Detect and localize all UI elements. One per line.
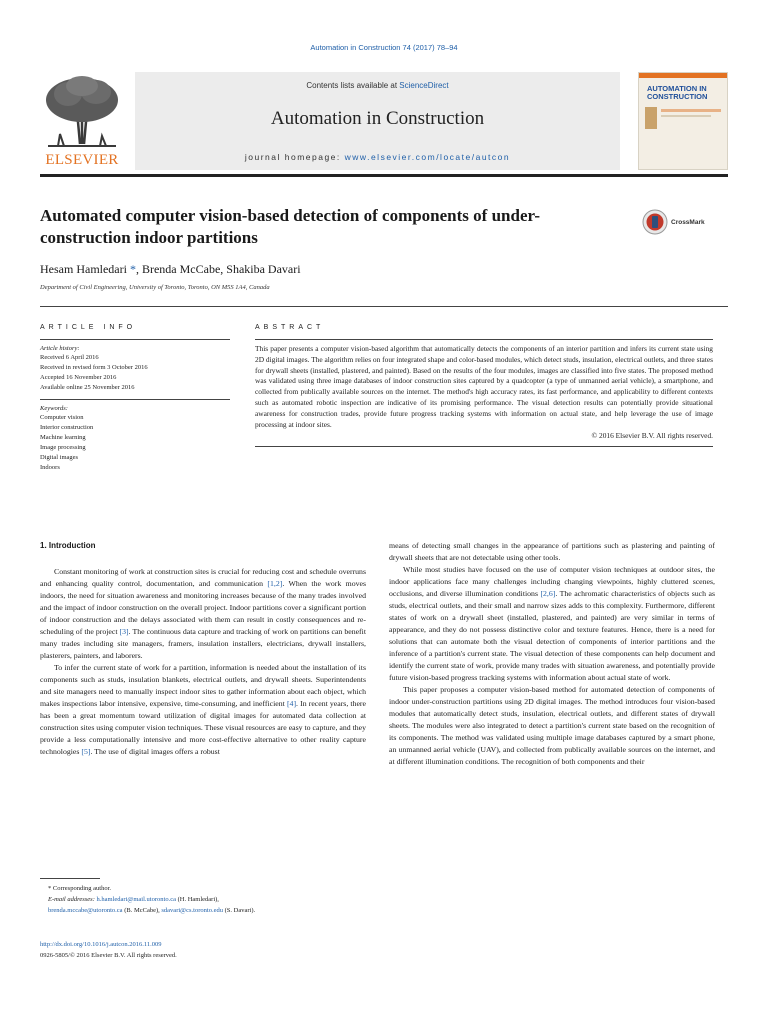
body-column-right — [389, 540, 715, 768]
paragraph-text: . The achromatic characteristics of objects such as studs, electrical outlets, and their small and narrow sizes adds to this complexity. Furthermore, different states of work on a drywall sheet (installed, plastered, and painted) are very similar in terms of appearance, and they do not possess distinctive color and texture features. Hence, there is a need for solutions that can automate both the visual detection of components of interior partitions and the inference of a partition's current state. The visual detection of these components can help document and identify the current state of work, provide many trades with situation awareness, and potentially provide future vision-based progress tracking systems with information about actual state of work. — [389, 589, 715, 682]
email-owner: (B. McCabe), — [122, 907, 162, 914]
abstract-divider — [255, 339, 713, 340]
corresponding-author-note — [40, 883, 360, 894]
journal-masthead — [40, 72, 728, 177]
doi-link[interactable]: http://dx.doi.org/10.1016/j.autcon.2016.11.009 — [40, 941, 162, 948]
contents-prefix: Contents lists available at — [306, 81, 400, 90]
body-paragraph: This paper proposes a computer vision-based method for automated detection of components of indoor under-construction partitions using 2D digital images. The method introduces four vision-based modules that automatically detect studs, insulation, electrical outlets, and different states of drywall sheets. The modules were also integrated to detect a partition's current state based on the recognition of its components. The method was validated using multiple image databases captured by a smart phone, an unmanned aerial vehicle (UAV), and collected from publically available sources on the internet, and at different illumination conditions. The recognition of both components and their — [389, 685, 715, 766]
article-info — [40, 324, 230, 473]
keywords-heading: Keywords: — [40, 405, 68, 412]
email-label: E-mail addresses: — [48, 896, 97, 903]
history-item: Received in revised form 3 October 2016 — [40, 364, 148, 371]
body-column-left — [40, 540, 366, 758]
author-list — [40, 262, 301, 277]
history-item: Received 6 April 2016 — [40, 354, 99, 361]
paragraph-text: Constant monitoring of work at construction sites is crucial for reducing cost and schedule overruns and enhancing quality control, documentation, and communication — [40, 567, 366, 588]
reference-link[interactable]: [3] — [119, 627, 129, 636]
journal-cover-thumbnail[interactable] — [638, 72, 728, 170]
body-paragraph — [40, 566, 366, 662]
paragraph-text: . In recent years, there has been a great momentum toward utilization of digital images for automated data collection at construction sites using computer vision techniques. These visual resources are easy to capture, and they provide a less computationally intensive and more cost-effective alternative to other reality capture technologies — [40, 699, 366, 756]
keyword: Digital images — [40, 454, 79, 461]
body-paragraph — [389, 564, 715, 684]
paragraph-text: . When the work moves indoors, the need for situation awareness and monitoring increases because of the many trades involved and the impact of indoor construction on the overall project. Indoor partitions cover a significant portion of indoor construction and the delays associated with them can result in costly consequences and re-scheduling of the project — [40, 579, 366, 636]
abstract-section — [255, 324, 713, 447]
email-link[interactable]: h.hamledari@mail.utoronto.ca — [96, 896, 176, 903]
body-paragraph: means of detecting small changes in the appearance of partitions such as plastering and painting of drywall sheets that are not detectable using other tools. — [389, 541, 715, 562]
keyword: Image processing — [40, 444, 86, 451]
body-paragraph — [40, 662, 366, 758]
abstract-heading: ABSTRACT — [255, 324, 325, 331]
paragraph-text: To infer the current state of work for a partition, information is needed about the installation of its components such as studs, insulation blankets, electrical outlets, and drywall sheets. Superintendents and site managers need to manually inspect indoor sites to gather information about each object, which makes inspections labor intensive, expensive, time-consuming, and inefficient — [40, 663, 366, 708]
doi-block — [40, 939, 177, 961]
corresponding-label: Corresponding author. — [52, 885, 112, 892]
cover-image — [645, 107, 657, 129]
abstract-text: This paper presents a computer vision-based algorithm that automatically detects the components of an interior partition and infers its current state using 2D digital images. The algorithm relies on four integrated shape and color-based modules, which detect studs, insulation, electrical outlets, and three states for drywall sheets (installed, plastered, and painted). Based on the results of the four modules, images are classified into five states. The proposed method was validated using three image databases of indoor construction sites captured by a quadcopter (a type of unmanned aerial vehicle), a smartphone, and collected from publically available sources on the internet. The method's high accuracy rates, its fast performance, and applicability to different contexts such as automated robotic inspection are indicative of its promising performance. The visual detection results can potentially provide situational awareness for construction trades, provide future progress tracking systems with information on actual state, and help leverage the use of image processing at indoor sites. — [255, 344, 713, 429]
corresponding-author-mark[interactable]: * — [126, 262, 136, 276]
journal-citation-link[interactable]: Automation in Construction 74 (2017) 78–94 — [310, 43, 458, 52]
elsevier-wordmark: ELSEVIER — [45, 152, 119, 168]
author-name: Hesam Hamledari — [40, 262, 127, 276]
info-divider — [40, 339, 230, 340]
issn-copyright: 0926-5805/© 2016 Elsevier B.V. All rights reserved. — [40, 952, 177, 959]
email-addresses — [40, 894, 360, 905]
sciencedirect-link[interactable]: ScienceDirect — [399, 81, 449, 90]
cover-strip — [661, 109, 721, 112]
paragraph-text: While most studies have focused on the use of computer vision techniques at outdoor sites, the indoor applications face many challenges including changing viewpoints, highly cluttered scenes, occlusions, and diverse illumination conditions — [389, 565, 715, 598]
footnote-asterisk: * — [48, 885, 53, 892]
journal-name: Automation in Construction — [270, 108, 485, 129]
abstract-divider — [255, 446, 713, 447]
header-divider — [40, 174, 728, 177]
info-divider — [40, 399, 230, 400]
paragraph-text: . The continuous data capture and tracking of work on partitions can benefit many trades including site managers, framers, insulation installers, electricians, drywall installers, plasterers, painters, and laborers. — [40, 627, 366, 660]
footnotes — [40, 878, 360, 916]
crossmark-label: CrossMark — [671, 218, 705, 226]
crossmark-button[interactable] — [642, 209, 705, 235]
cover-title: AUTOMATION IN CONSTRUCTION — [647, 84, 708, 101]
homepage-prefix: journal homepage: — [244, 152, 345, 162]
keyword: Interior construction — [40, 424, 94, 431]
reference-link[interactable]: [1,2] — [267, 579, 283, 588]
paragraph-text: . The use of digital images offers a robust — [90, 747, 220, 756]
section-heading-introduction: 1. Introduction — [40, 541, 96, 550]
author-affiliation: Department of Civil Engineering, University of Toronto, Toronto, ON M5S 1A4, Canada — [40, 284, 270, 291]
author-names-rest: , Brenda McCabe, Shakiba Davari — [135, 262, 301, 276]
section-divider — [40, 306, 728, 307]
crossmark-icon — [642, 209, 668, 235]
history-heading: Article history: — [40, 345, 80, 352]
email-owner: (S. Davari). — [222, 907, 256, 914]
cover-strip — [661, 115, 711, 117]
reference-link[interactable]: [5] — [81, 747, 91, 756]
email-link[interactable]: sdavari@cs.toronto.edu — [161, 907, 223, 914]
keyword: Machine learning — [40, 434, 86, 441]
keyword: Indoors — [40, 464, 60, 471]
abstract-copyright: © 2016 Elsevier B.V. All rights reserved. — [591, 431, 713, 441]
keyword: Computer vision — [40, 414, 84, 421]
reference-link[interactable]: [2,6] — [540, 589, 556, 598]
email-addresses — [40, 905, 360, 916]
journal-header-panel — [135, 72, 620, 170]
history-item: Available online 25 November 2016 — [40, 384, 135, 391]
article-info-heading: ARTICLE INFO — [40, 324, 137, 331]
reference-link[interactable]: [4] — [286, 699, 297, 708]
email-link[interactable]: brenda.mccabe@utoronto.ca — [48, 907, 123, 914]
homepage-link[interactable]: www.elsevier.com/locate/autcon — [344, 152, 511, 162]
footnote-divider — [40, 878, 100, 879]
article-title: Automated computer vision-based detection of components of under-construction indoor partitions — [40, 206, 541, 247]
cover-band — [639, 73, 727, 78]
email-owner: (H. Hamledari), — [175, 896, 219, 903]
history-item: Accepted 16 November 2016 — [40, 374, 117, 381]
contents-availability — [135, 81, 620, 90]
journal-homepage — [135, 152, 620, 162]
